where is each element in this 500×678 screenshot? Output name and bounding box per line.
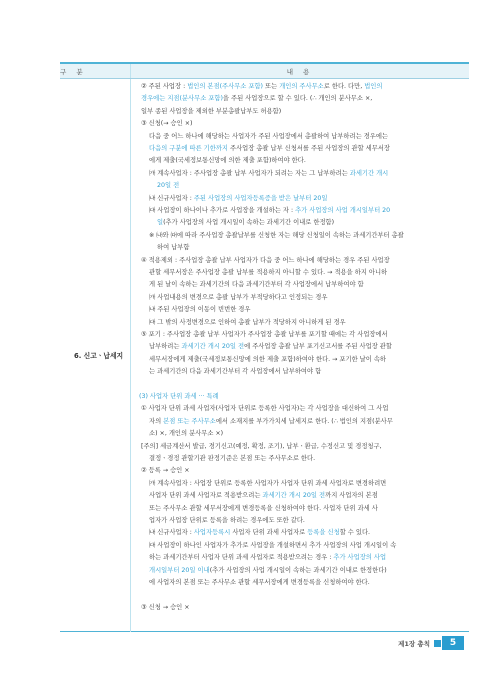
line-text: (추가 사업장의 사업 개시일이 속하는 과세기간 이내로 한정한다) bbox=[209, 566, 387, 574]
line-text: ③ 신청(→ 승인 ×) bbox=[141, 120, 193, 128]
line-text: 관할 세무서장은 주사업장 총괄 납부를 적용하지 아니할 수 있다. → 적용을 하지 아니하 bbox=[149, 269, 388, 276]
content-line bbox=[141, 120, 192, 128]
line-text: ③ 신청 → 승인 × bbox=[141, 603, 190, 611]
line-text: 에 사업자의 본점 또는 주사무소 관할 세무서장에게 변경등록을 신청하여야 한다. bbox=[149, 579, 370, 586]
line-text: ㈐ 사업장이 하나인 사업자가 추가로 사업장을 개설하면서 추가 사업장의 사업 개시일이 속 bbox=[149, 541, 397, 549]
table-header-row bbox=[60, 63, 469, 79]
highlight-text: 과세기간 개시 bbox=[349, 169, 389, 177]
line-text: ㈏ 신규사업자 : bbox=[149, 529, 194, 537]
content-line bbox=[141, 467, 190, 475]
highlight-text: 일 bbox=[157, 219, 164, 227]
content-cell bbox=[131, 79, 470, 632]
line-text: 는 과세기간의 다음 과세기간부터 각 사업장에서 납부하여야 함 bbox=[149, 368, 322, 376]
content-line bbox=[149, 232, 404, 240]
content-line bbox=[149, 542, 396, 550]
line-text: 에 주사업장 총괄 납부 포기신고서를 주된 사업장 관할 bbox=[244, 343, 392, 351]
highlight-text: 다음의 구분에 따른 기한까지 bbox=[149, 145, 228, 152]
header-category: 구 분 bbox=[60, 63, 131, 79]
line-text: ㈐ 그 밖의 사정변경으로 인하여 총괄 납부가 적당하지 아니하게 된 경우 bbox=[149, 318, 346, 326]
line-text: 또는 주사무소 관할 세무서장에게 변경등록을 신청하여야 한다. 사업자 단위 과세 사 bbox=[149, 504, 378, 512]
line-text: 로 한다. 다만, bbox=[323, 83, 365, 90]
content-line bbox=[149, 480, 386, 488]
content-line bbox=[141, 83, 382, 91]
line-text: 사업자 단위 과세 사업자로 bbox=[230, 529, 308, 537]
content-line bbox=[149, 492, 378, 500]
line-text: ⑤ 포기 : 주사업장 총괄 납부 사업자가 주사업장 총괄 납부를 포기할 때에는 각 사업장에서 bbox=[141, 331, 388, 338]
line-text: 자의 bbox=[149, 417, 164, 425]
chapter-name: 제1장 총칙 bbox=[398, 640, 430, 648]
content-line bbox=[149, 567, 387, 575]
highlight-text: 20일 전 bbox=[157, 182, 180, 190]
line-text: ② 주된 사업장 : bbox=[141, 83, 188, 90]
content-line bbox=[149, 455, 315, 463]
line-text: 사업자 단위 과세 사업자로 적용받으려는 bbox=[149, 492, 263, 500]
content-line bbox=[149, 418, 393, 426]
line-text: 또는 bbox=[263, 83, 280, 90]
line-text: 업자가 사업장 단위로 등록을 하려는 경우에도 또한 같다. bbox=[149, 517, 305, 524]
page-number: 5 bbox=[442, 636, 464, 650]
line-text: 소) ×, 개인의 분사무소 ×) bbox=[149, 430, 224, 438]
line-text: ㈐ 사업장이 하나이나 추가로 사업장을 개설하는 자 : bbox=[149, 207, 296, 214]
highlight-text: 과세기간 개시 20일 전 bbox=[181, 343, 245, 351]
highlight-text: 본점 또는 주사무소 bbox=[163, 417, 216, 425]
line-text: ④ 적용제외 : 주사업장 총괄 납부 사업자가 다음 중 어느 하나에 해당하는 경우 주된 사업장 bbox=[141, 256, 390, 264]
line-text: 다음 중 어느 하나에 해당하는 사업자가 주된 사업장에서 총괄하여 납부하려는 경우에는 bbox=[149, 132, 388, 140]
content-line bbox=[157, 219, 334, 227]
content-line bbox=[149, 207, 390, 215]
line-text: (추가 사업장의 사업 개시일이 속하는 과세기간 이내로 한정함) bbox=[163, 219, 335, 227]
line-text: 하는 과세기간부터 사업자 단위 과세 사업자로 적용받으려는 경우 : bbox=[149, 554, 334, 562]
content-body bbox=[131, 79, 469, 631]
content-line bbox=[149, 294, 327, 302]
highlight-text: (3) 사업자 단위 과세 ··· 특례 bbox=[139, 393, 219, 400]
content-line bbox=[141, 604, 190, 612]
line-text: ※ ㈏와 ㈐에 따라 주사업장 총괄납부를 신청한 자는 해당 신청일이 속하는 과세기간부터 총괄 bbox=[149, 231, 404, 239]
line-text: 결정ㆍ경정 관할기관 판정기준은 본점 또는 주사무소로 한다. bbox=[149, 455, 316, 462]
line-text: 게 된 날이 속하는 과세기간의 다음 과세기간부터 각 사업장에서 납부하여야 함 bbox=[149, 281, 364, 289]
content-line bbox=[141, 443, 382, 451]
content-line bbox=[157, 182, 179, 190]
content-line bbox=[141, 257, 390, 265]
section-label: 6. 신고ㆍ납세지 bbox=[74, 352, 124, 360]
content-line bbox=[149, 133, 388, 141]
content-line bbox=[149, 529, 370, 537]
content-line bbox=[157, 244, 189, 252]
line-text: ㈎ 계속사업자 : 주사업장 총괄 납부 사업자가 되려는 자는 그 납부하려는 bbox=[149, 169, 350, 177]
content-line bbox=[149, 517, 305, 525]
content-line bbox=[149, 306, 250, 314]
line-text: 하여 납부함 bbox=[157, 244, 190, 252]
content-line bbox=[141, 95, 372, 103]
highlight-text: 주된 사업장의 사업자등록증을 받은 날부터 20일 bbox=[193, 194, 328, 202]
line-text: [주의] 세금계산서 발급, 경기신고(예정, 확정, 조기), 납부ㆍ환급, 수정신고 및 경정청구, bbox=[141, 442, 382, 450]
content-line bbox=[149, 145, 390, 153]
line-text: ㈎ 사업내용의 변경으로 총괄 납부가 부적당하다고 인정되는 경우 bbox=[149, 293, 328, 301]
line-text: ㈏ 신규사업자 : bbox=[149, 194, 194, 202]
highlight-text: 추가 사업장의 사업 bbox=[333, 554, 387, 562]
highlight-text: 개시일부터 20일 이내 bbox=[149, 566, 210, 574]
line-text: 일부 종된 사업장을 제외한 부분총괄납부도 허용함) bbox=[141, 107, 282, 115]
header-content: 내 용 bbox=[131, 63, 470, 79]
content-line bbox=[149, 157, 306, 165]
highlight-text: 법인의 bbox=[364, 83, 383, 90]
line-text: 에게 제출(국세정보통신망에 의한 제출 포함)하여야 한다. bbox=[149, 157, 306, 165]
highlight-text: 추가 사업장의 사업 개시일부터 20 bbox=[295, 207, 391, 214]
content-table bbox=[60, 62, 469, 632]
table-row bbox=[60, 79, 469, 632]
content-line bbox=[149, 281, 364, 289]
content-line bbox=[141, 405, 388, 413]
content-line bbox=[139, 393, 219, 401]
line-text: 할 수 있다. bbox=[339, 529, 371, 537]
line-text: 세무서장에게 제출(국세정보통신망에 의한 제출 포함)하여야 한다. → 포기한 날이 속하 bbox=[149, 355, 387, 363]
content-line bbox=[141, 331, 388, 339]
line-text: 납부하려는 bbox=[149, 343, 182, 351]
content-line bbox=[149, 554, 386, 562]
content-line bbox=[149, 195, 327, 203]
content-line bbox=[149, 505, 378, 513]
line-text: ㈏ 주된 사업장의 이동이 빈번한 경우 bbox=[149, 306, 251, 314]
content-line bbox=[149, 430, 223, 438]
highlight-text: 법인의 본점(주사무소 포함) bbox=[187, 83, 264, 90]
line-text: 을 주된 사업장으로 할 수 있다. (∴ 개인의 분사무소 ×, bbox=[222, 95, 373, 103]
content-line bbox=[149, 319, 346, 327]
highlight-text: 사업자등록시 bbox=[193, 529, 231, 537]
line-text: 에서 소재지를 부가가치세 납세지로 한다. (∴ 법인의 지점(분사무 bbox=[215, 417, 393, 425]
line-text: ㈎ 계속사업자 : 사업장 단위로 등록한 사업자가 사업자 단위 과세 사업자로 변경하려면 bbox=[149, 479, 387, 487]
section-label-cell bbox=[60, 79, 131, 632]
line-text: 까지 사업자의 본점 bbox=[325, 492, 378, 500]
content-line bbox=[149, 170, 388, 178]
content-line bbox=[149, 368, 321, 376]
line-text: 주사업장 총괄 납부 신청서를 주된 사업장의 관할 세무서장 bbox=[228, 145, 390, 152]
line-text: ② 등록 → 승인 × bbox=[141, 467, 190, 475]
content-line bbox=[149, 269, 387, 277]
footer-square-icon bbox=[434, 640, 441, 647]
content-line bbox=[149, 356, 386, 364]
content-line bbox=[149, 343, 392, 351]
highlight-text: 과세기간 개시 20일 전 bbox=[262, 492, 326, 500]
content-line bbox=[141, 108, 281, 116]
line-text: ① 사업자 단위 과세 사업자(사업자 단위로 등록한 사업자)는 각 사업장을 대신하여 그 사업 bbox=[141, 405, 389, 413]
highlight-text: 경우에는 지점(분사무소 포함) bbox=[141, 95, 223, 103]
content-line bbox=[149, 579, 370, 587]
highlight-text: 등록을 신청 bbox=[307, 529, 340, 537]
highlight-text: 개인의 주사무소 bbox=[279, 83, 324, 90]
page-footer bbox=[0, 636, 500, 650]
